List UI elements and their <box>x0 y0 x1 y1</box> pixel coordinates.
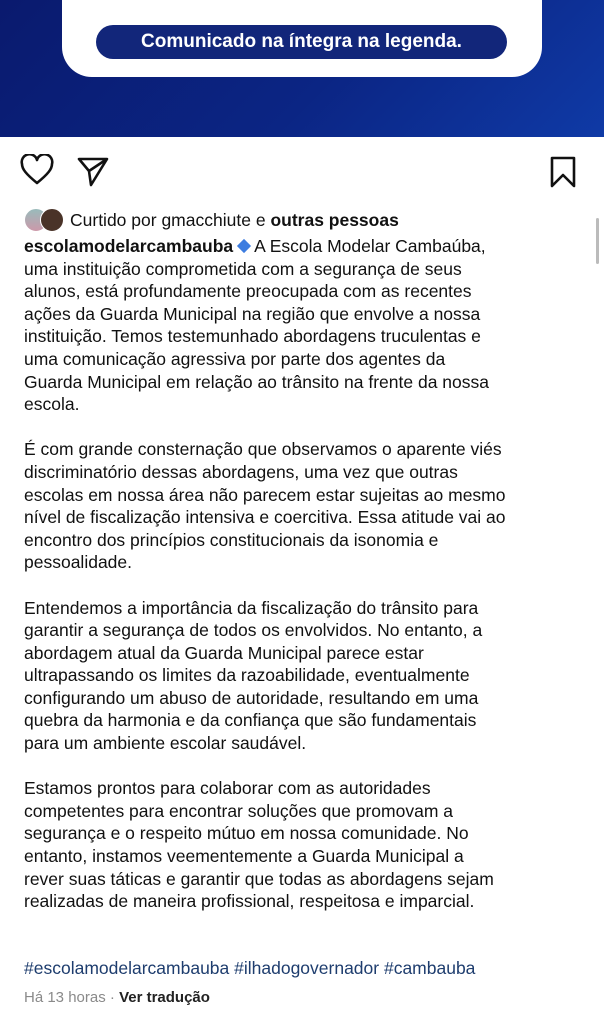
caption-line: rever suas táticas e garantir que todas as abordagens sejam <box>24 868 494 889</box>
caption-line: entanto, instamos veementemente a Guarda Municipal a <box>24 846 464 867</box>
caption-line: garantir a segurança de todos os envolvidos. No entanto, a <box>24 620 483 641</box>
caption-text: A Escola Modelar Cambaúba, <box>254 236 486 256</box>
caption-line: nível de fiscalização intensiva e coercitiva. Essa atitude vai ao <box>24 507 506 528</box>
caption-line: Estamos prontos para colaborar com as autoridades <box>24 778 431 799</box>
translate-link[interactable]: Ver tradução <box>119 989 210 1006</box>
share-icon[interactable] <box>76 154 110 193</box>
liker-username[interactable]: gmacchiute <box>161 209 251 230</box>
post-image[interactable] <box>0 0 604 137</box>
caption-line: quebra da harmonia e da confiança que são fundamentais <box>24 710 477 731</box>
caption-line: Entendemos a importância da fiscalização do trânsito para <box>24 597 479 618</box>
likes-others[interactable]: outras pessoas <box>270 209 399 230</box>
caption-line: configurando um abuso de autoridade, resultando em uma <box>24 687 479 708</box>
caption-line: escolas em nossa área não parecem estar sujeitas ao mesmo <box>24 484 506 505</box>
caption-line: ações da Guarda Municipal na região que envolve a nossa <box>24 303 481 324</box>
caption-line: instituição. Temos testemunhado abordagens truculentas e <box>24 326 481 347</box>
caption-line: segurança e o respeito mútuo em nossa comunidade. No <box>24 823 469 844</box>
caption-line: escola. <box>24 394 80 415</box>
post-meta <box>24 989 210 1006</box>
caption-line: para um ambiente escolar saudável. <box>24 733 307 754</box>
caption-username[interactable]: escolamodelarcambauba <box>24 236 234 256</box>
caption-line: abordagem atual da Guarda Municipal parece estar <box>24 642 424 663</box>
hashtags-link[interactable]: #escolamodelarcambauba #ilhadogovernador #cambauba <box>24 958 476 978</box>
caption-line: realizadas de maneira profissional, respeitosa e imparcial. <box>24 891 475 912</box>
likes-prefix: Curtido por <box>70 209 157 230</box>
caption <box>24 235 594 935</box>
post-time: Há 13 horas <box>24 989 106 1006</box>
likes-summary[interactable] <box>24 208 399 232</box>
blue-diamond-icon <box>237 239 251 253</box>
caption-paragraph <box>24 438 594 574</box>
avatar <box>40 208 64 232</box>
caption-paragraph <box>24 777 594 913</box>
caption-line: ultrapassando os limites da razoabilidade, eventualmente <box>24 665 470 686</box>
caption-line: pessoalidade. <box>24 552 132 573</box>
caption-line: alunos, está profundamente preocupada com as recentes <box>24 281 472 302</box>
likes-joiner: e <box>255 209 266 230</box>
caption-line: uma comunicação agressiva por parte dos agentes da <box>24 348 446 369</box>
caption-paragraph <box>24 597 594 755</box>
caption-line: É com grande consternação que observamos o aparente viés <box>24 439 502 460</box>
caption-line: uma instituição comprometida com a segurança de seus <box>24 258 462 279</box>
action-bar <box>0 152 604 192</box>
caption-line: encontro dos princípios constitucionais da isonomia e <box>24 529 439 550</box>
scrollbar[interactable] <box>596 218 599 264</box>
caption-line: competentes para encontrar soluções que promovam a <box>24 800 453 821</box>
caption-line: Guarda Municipal em relação ao trânsito na frente da nossa <box>24 371 489 392</box>
caption-paragraph <box>24 235 594 416</box>
meta-separator: · <box>109 989 115 1006</box>
heart-icon[interactable] <box>20 154 54 191</box>
bookmark-icon[interactable] <box>548 156 578 193</box>
banner-text: Comunicado na íntegra na legenda. <box>96 25 507 59</box>
caption-line: discriminatório dessas abordagens, uma vez que outras <box>24 461 458 482</box>
